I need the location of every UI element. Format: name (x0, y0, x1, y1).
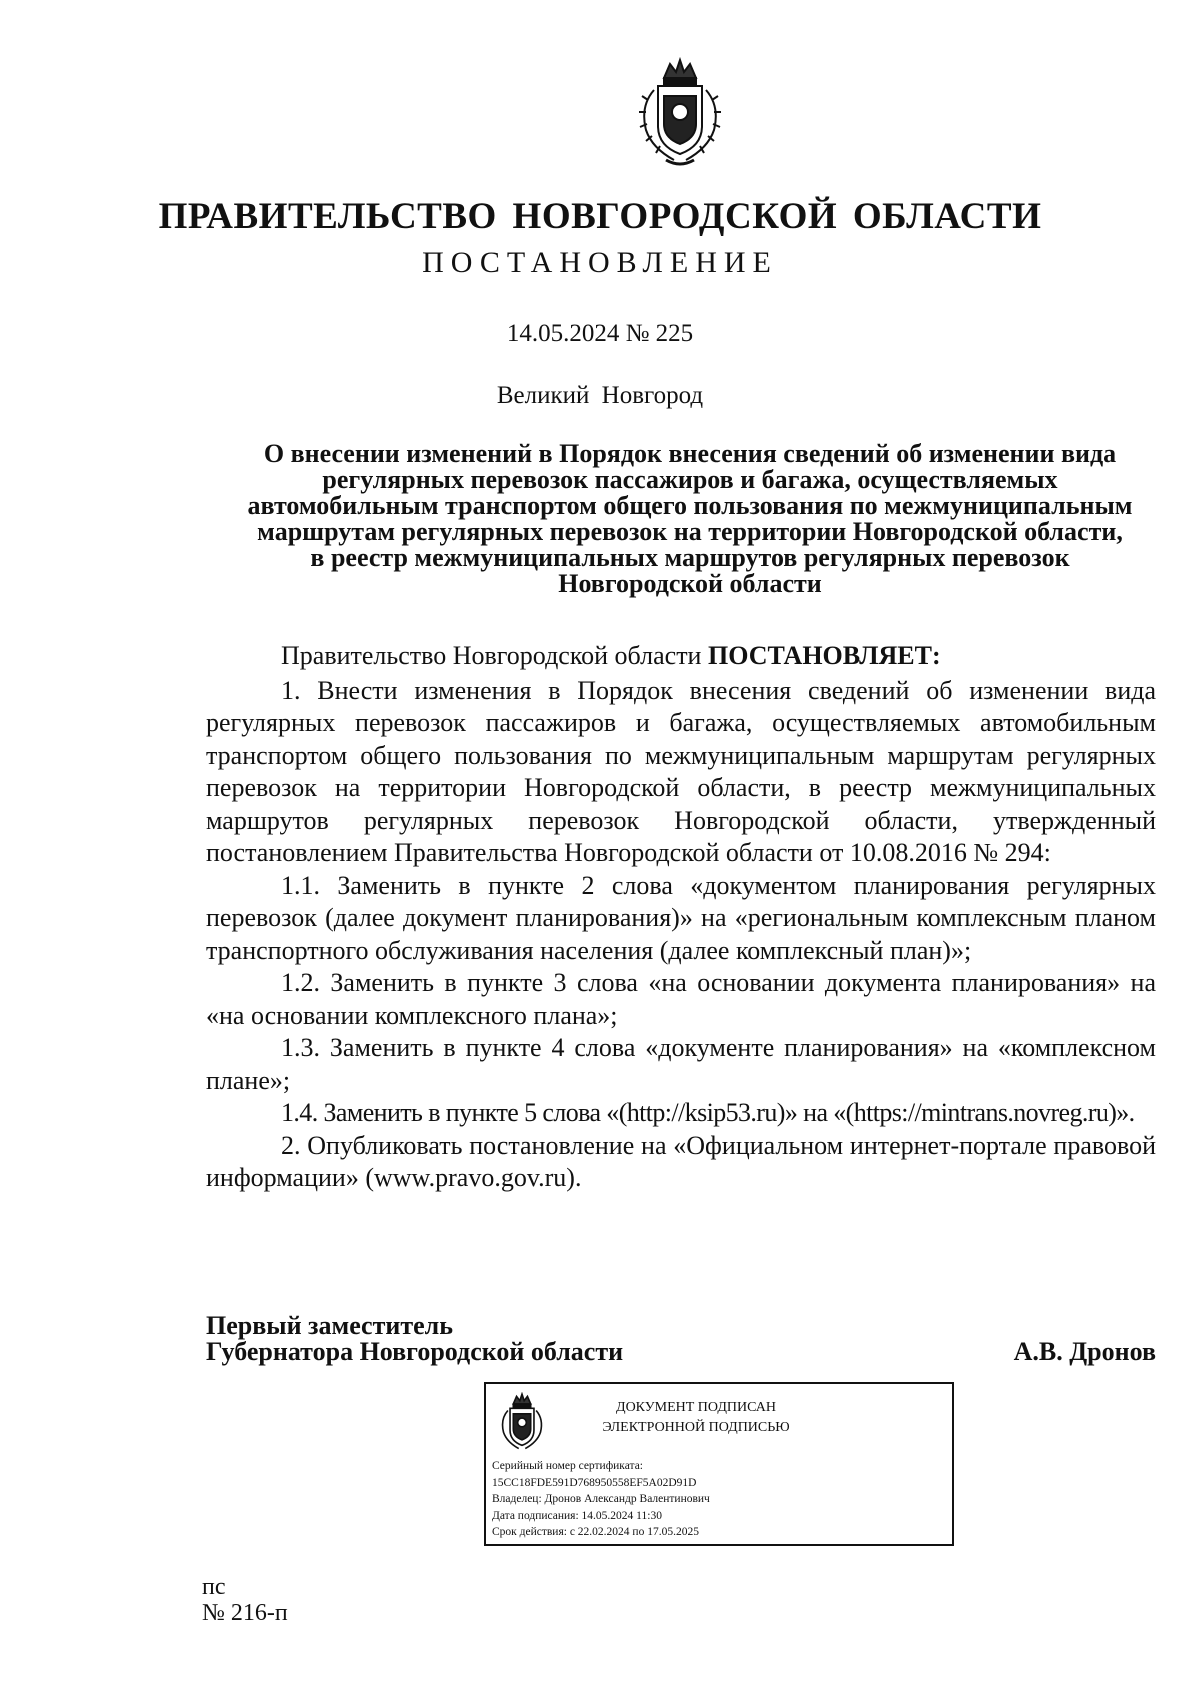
stamp-title (566, 1398, 826, 1438)
government-name: ПРАВИТЕЛЬСТВО НОВГОРОДСКОЙ ОБЛАСТИ (158, 196, 1042, 237)
document-body (206, 640, 1156, 1195)
footer-note (202, 1574, 288, 1626)
document-type: ПОСТАНОВЛЕНИЕ (422, 246, 778, 279)
signer-position (206, 1313, 623, 1365)
coat-of-arms-icon (634, 56, 726, 170)
certificate-validity: Срок действия: с 22.02.2024 по 17.05.2025 (492, 1526, 699, 1538)
certificate-owner: Владелец: Дронов Александр Валентинович (492, 1493, 710, 1505)
subject-line: в реестр межмуниципальных маршрутов регулярных перевозок (310, 543, 1070, 572)
certificate-number: 15CC18FDE591D768950558EF5A02D91D (492, 1476, 697, 1489)
signer-name: А.В. Дронов (1013, 1337, 1156, 1366)
paragraph-1-3: 1.3. Заменить в пункте 4 слова «документе планирования» на «комплексном плане»; (206, 1033, 1156, 1095)
subject-line: О внесении изменений в Порядок внесения сведений об изменении вида (263, 439, 1117, 468)
signer-position-line: Губернатора Новгородской области (206, 1337, 624, 1366)
stamp-title-line: ЭЛЕКТРОННОЙ ПОДПИСЬЮ (602, 1420, 790, 1435)
paragraph-1-2: 1.2. Заменить в пункте 3 слова «на основании документа планирования» на «на основании комплексного плана»; (206, 968, 1156, 1030)
footer-line: № 216-п (202, 1600, 288, 1626)
document-city: Великий Новгород (496, 382, 704, 409)
document-date-number: 14.05.2024 № 225 (506, 320, 694, 347)
subject-line: маршрутам регулярных перевозок на территории Новгородской области, (257, 517, 1123, 546)
electronic-signature-stamp (484, 1382, 954, 1546)
paragraph-2: 2. Опубликовать постановление на «Официальном интернет-портале правовой информации» (www.pravo.gov.ru). (206, 1130, 1156, 1192)
subject-line: автомобильным транспортом общего пользования по межмуниципальным (247, 491, 1133, 520)
footer-line: пс (202, 1574, 226, 1600)
intro-keyword: ПОСТАНОВЛЯЕТ: (707, 641, 941, 670)
paragraph-1-4: 1.4. Заменить в пункте 5 слова «(http://ksip53.ru)» на «(https://mintrans.novreg.ru)». (281, 1098, 1135, 1127)
resolution-intro (206, 640, 1156, 673)
certificate-label: Серийный номер сертификата: (492, 1460, 643, 1472)
paragraph-1-1: 1.1. Заменить в пункте 2 слова «документом планирования регулярных перевозок (далее документ планирования)» на «региональным комплексным планом транспортного обслуживания населения (далее комплексный план)»; (206, 870, 1156, 965)
coat-of-arms-icon (496, 1392, 548, 1454)
intro-text: Правительство Новгородской области (281, 641, 708, 670)
paragraph-1: 1. Внести изменения в Порядок внесения сведений об изменении вида регулярных перевозок пассажиров и багажа, осуществляемых автомобильным транспортом общего пользования по межмуниципальным маршрутам регулярных перевозок на территории Новгородской области, в реестр межмуниципальных маршрутов регулярных перевозок Новгородской области, утвержденный постановлением Правительства Новгородской области от 10.08.2016 № 294: (206, 675, 1156, 867)
document-subject (215, 441, 1165, 597)
signing-date: Дата подписания: 14.05.2024 11:30 (492, 1509, 662, 1522)
subject-line: регулярных перевозок пассажиров и багажа, осуществляемых (322, 465, 1058, 494)
stamp-title-line: ДОКУМЕНТ ПОДПИСАН (616, 1400, 776, 1415)
signer-position-line: Первый заместитель (206, 1311, 453, 1340)
subject-line: Новгородской области (558, 569, 822, 598)
stamp-details (492, 1458, 710, 1541)
